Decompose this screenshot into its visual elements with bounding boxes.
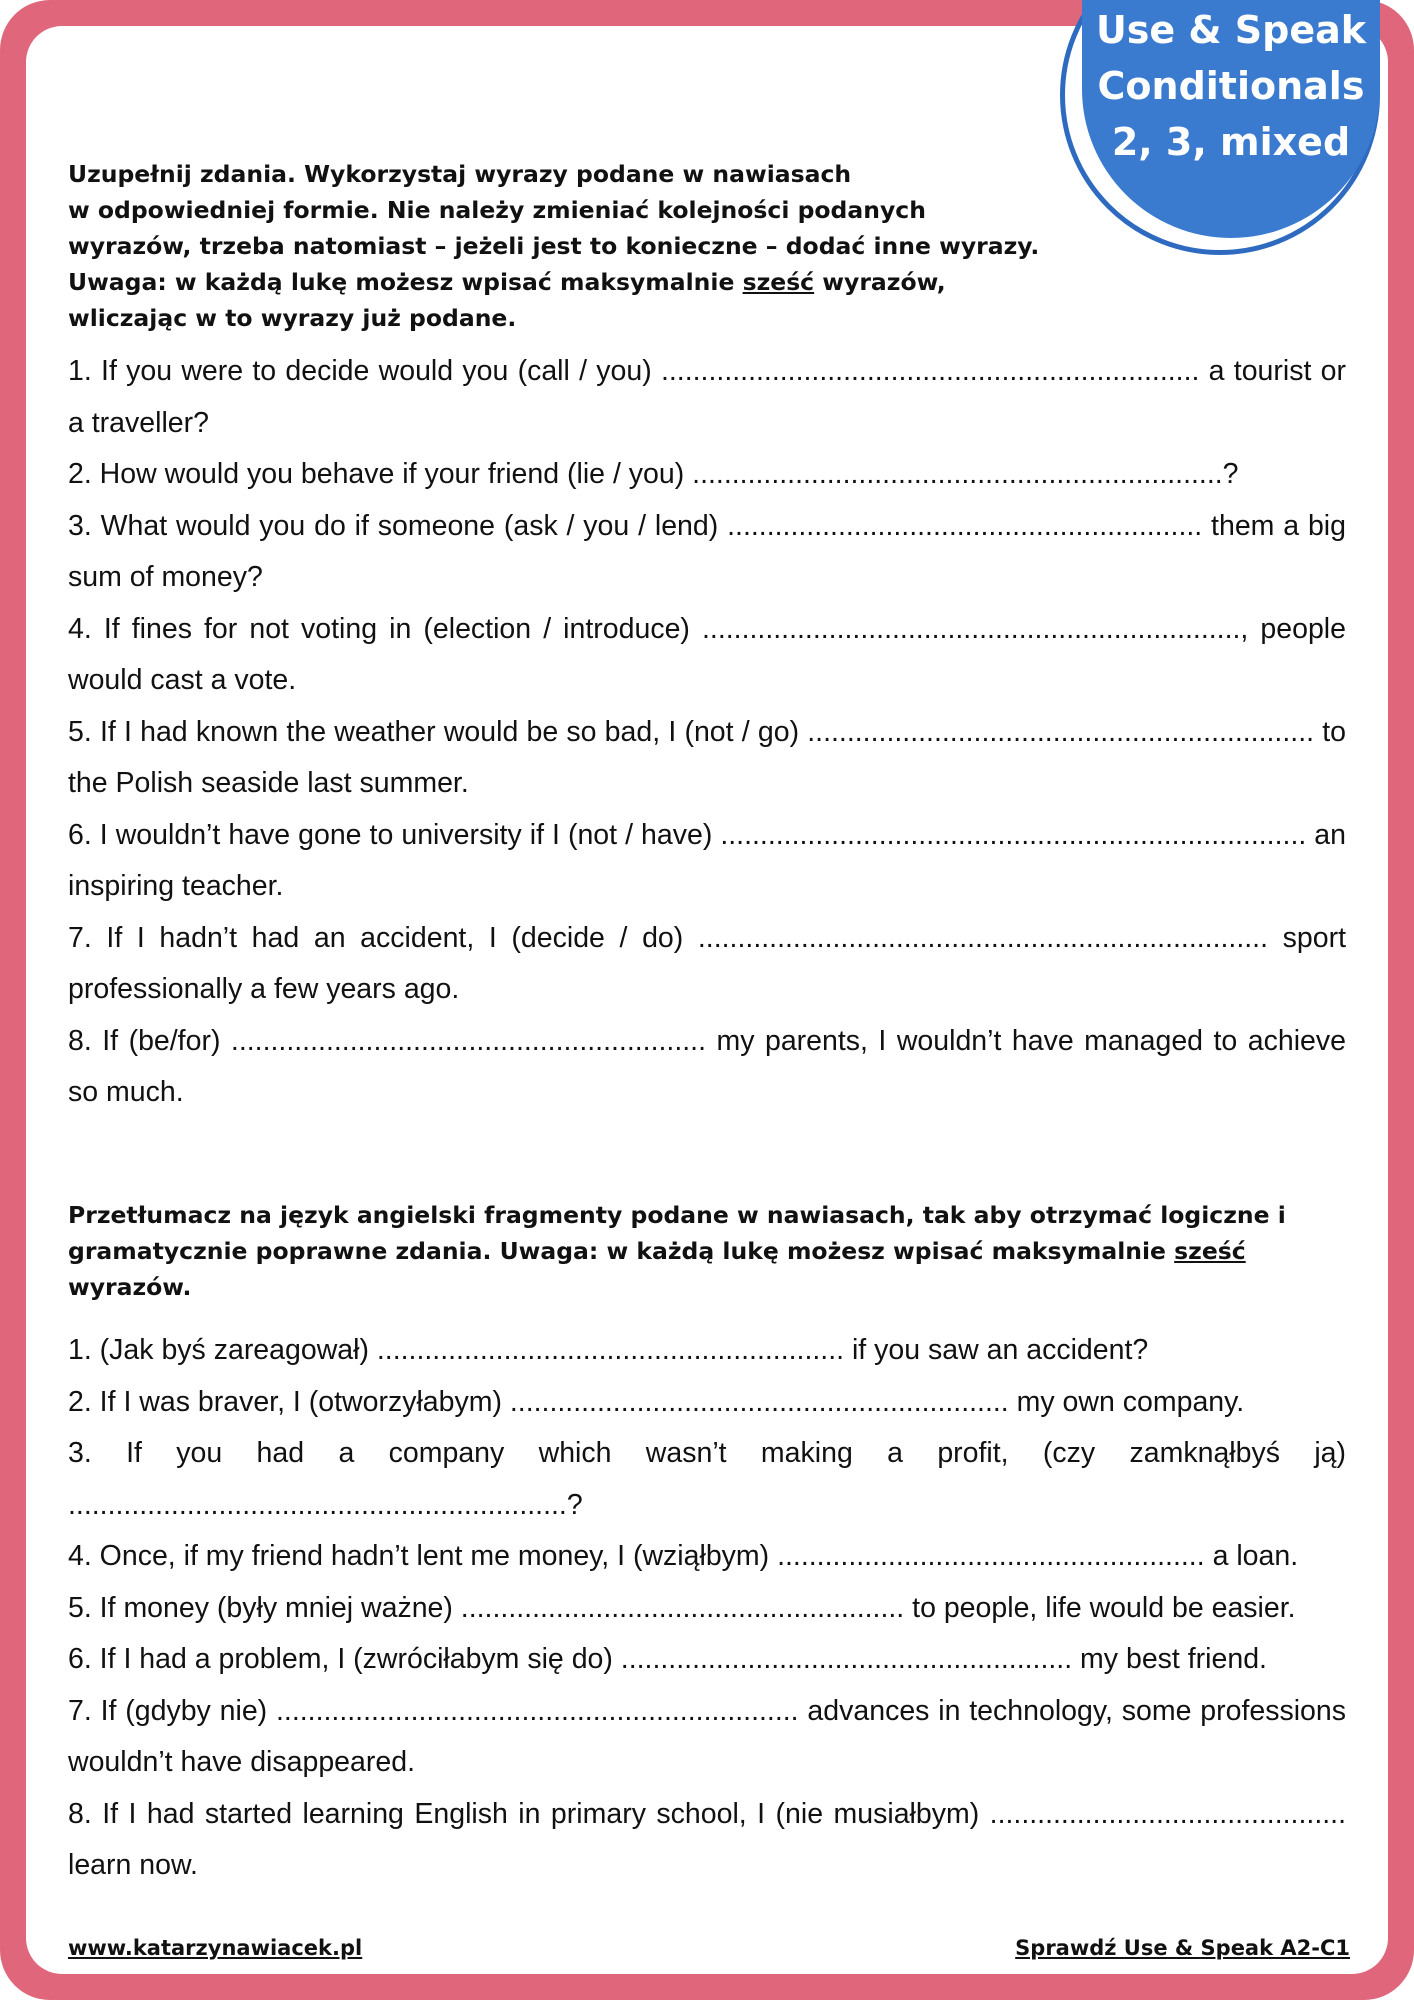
exercise-item: 2. How would you behave if your friend (lie / you) ...................................................................? [68, 458, 1239, 490]
instruction-underlined: sześć [1174, 1237, 1246, 1265]
exercise-item: 7. If (gdyby nie) .................................................................. advances in technology, some professions wouldn’t have disappeared. [68, 1694, 1346, 1778]
instruction-line: wyrazów. [68, 1273, 192, 1301]
exercise-2-items [68, 1325, 1346, 1892]
instruction-line: Przetłumacz na język angielski fragmenty podane w nawiasach, tak aby otrzymać logiczne i [68, 1201, 1286, 1229]
instruction-line: Uzupełnij zdania. Wykorzystaj wyrazy podane w nawiasach [68, 160, 852, 188]
instruction-line [68, 264, 1368, 300]
instruction-text: gramatycznie poprawne zdania. Uwaga: w każdą lukę możesz wpisać maksymalnie [68, 1237, 1175, 1265]
exercise-item: 7. If I hadn’t had an accident, I (decide / do) ........................................................................ sport professionally a few years ago. [68, 921, 1346, 1005]
exercise-1-items [68, 346, 1346, 1119]
exercise-item: 5. If money (były mniej ważne) ........................................................ to people, life would be easier. [68, 1591, 1296, 1624]
exercise-item: 4. Once, if my friend hadn’t lent me money, I (wziąłbym) ...................................................... a loan. [68, 1540, 1299, 1572]
instruction-line: w odpowiedniej formie. Nie należy zmieniać kolejności podanych [68, 196, 926, 224]
exercise-item: 5. If I had known the weather would be so bad, I (not / go) ................................................................ to the Polish seaside last summer. [68, 715, 1346, 799]
instruction-line: wyrazów, trzeba natomiast – jeżeli jest to konieczne – dodać inne wyrazy. [68, 232, 1040, 260]
instruction-underlined: sześć [742, 268, 815, 296]
badge-line-1: Use & Speak [1095, 8, 1367, 52]
exercise-item: 2. If I was braver, I (otworzyłabym) ............................................................... my own company. [68, 1385, 1245, 1418]
exercise-item: 1. If you were to decide would you (call / you) .................................................................... a tourist or a traveller? [68, 355, 1346, 439]
badge-line-2: Conditionals [1097, 64, 1365, 108]
exercise-item: 6. If I had a problem, I (zwróciłabym się do) ......................................................... my best friend. [68, 1643, 1267, 1675]
instruction-text: wyrazów, [814, 268, 946, 296]
instruction-text: Uwaga: w każdą lukę możesz wpisać maksymalnie [68, 268, 743, 296]
exercise-item: 3. If you had a company which wasn’t making a profit, (czy zamknąłbyś ją) ...............................................................? [68, 1437, 1346, 1521]
instruction-line: wliczając w to wyrazy już podane. [68, 304, 517, 332]
exercise-1-instruction [68, 156, 1368, 336]
exercise-item: 8. If I had started learning English in primary school, I (nie musiałbym) ............................................. learn now. [68, 1797, 1346, 1881]
website-link[interactable]: www.katarzynawiacek.pl [68, 1936, 363, 1960]
exercise-item: 1. (Jak byś zareagował) ........................................................... if you saw an accident? [68, 1334, 1149, 1366]
exercise-2-instruction [68, 1197, 1368, 1305]
exercise-item: 6. I wouldn’t have gone to university if I (not / have) .......................................................................... an inspiring teacher. [68, 818, 1346, 902]
exercise-item: 8. If (be/for) ............................................................ my parents, I wouldn’t have managed to achieve so much. [68, 1024, 1346, 1108]
instruction-line [68, 1233, 1368, 1269]
exercise-item: 3. What would you do if someone (ask / you / lend) ............................................................ them a big sum of money? [68, 509, 1346, 593]
badge-line-3: 2, 3, mixed [1111, 120, 1351, 164]
footer-series-label: Sprawdź Use & Speak A2-C1 [1015, 1936, 1350, 1960]
exercise-item: 4. If fines for not voting in (election / introduce) ...................................................................., people would cast a vote. [68, 612, 1346, 696]
